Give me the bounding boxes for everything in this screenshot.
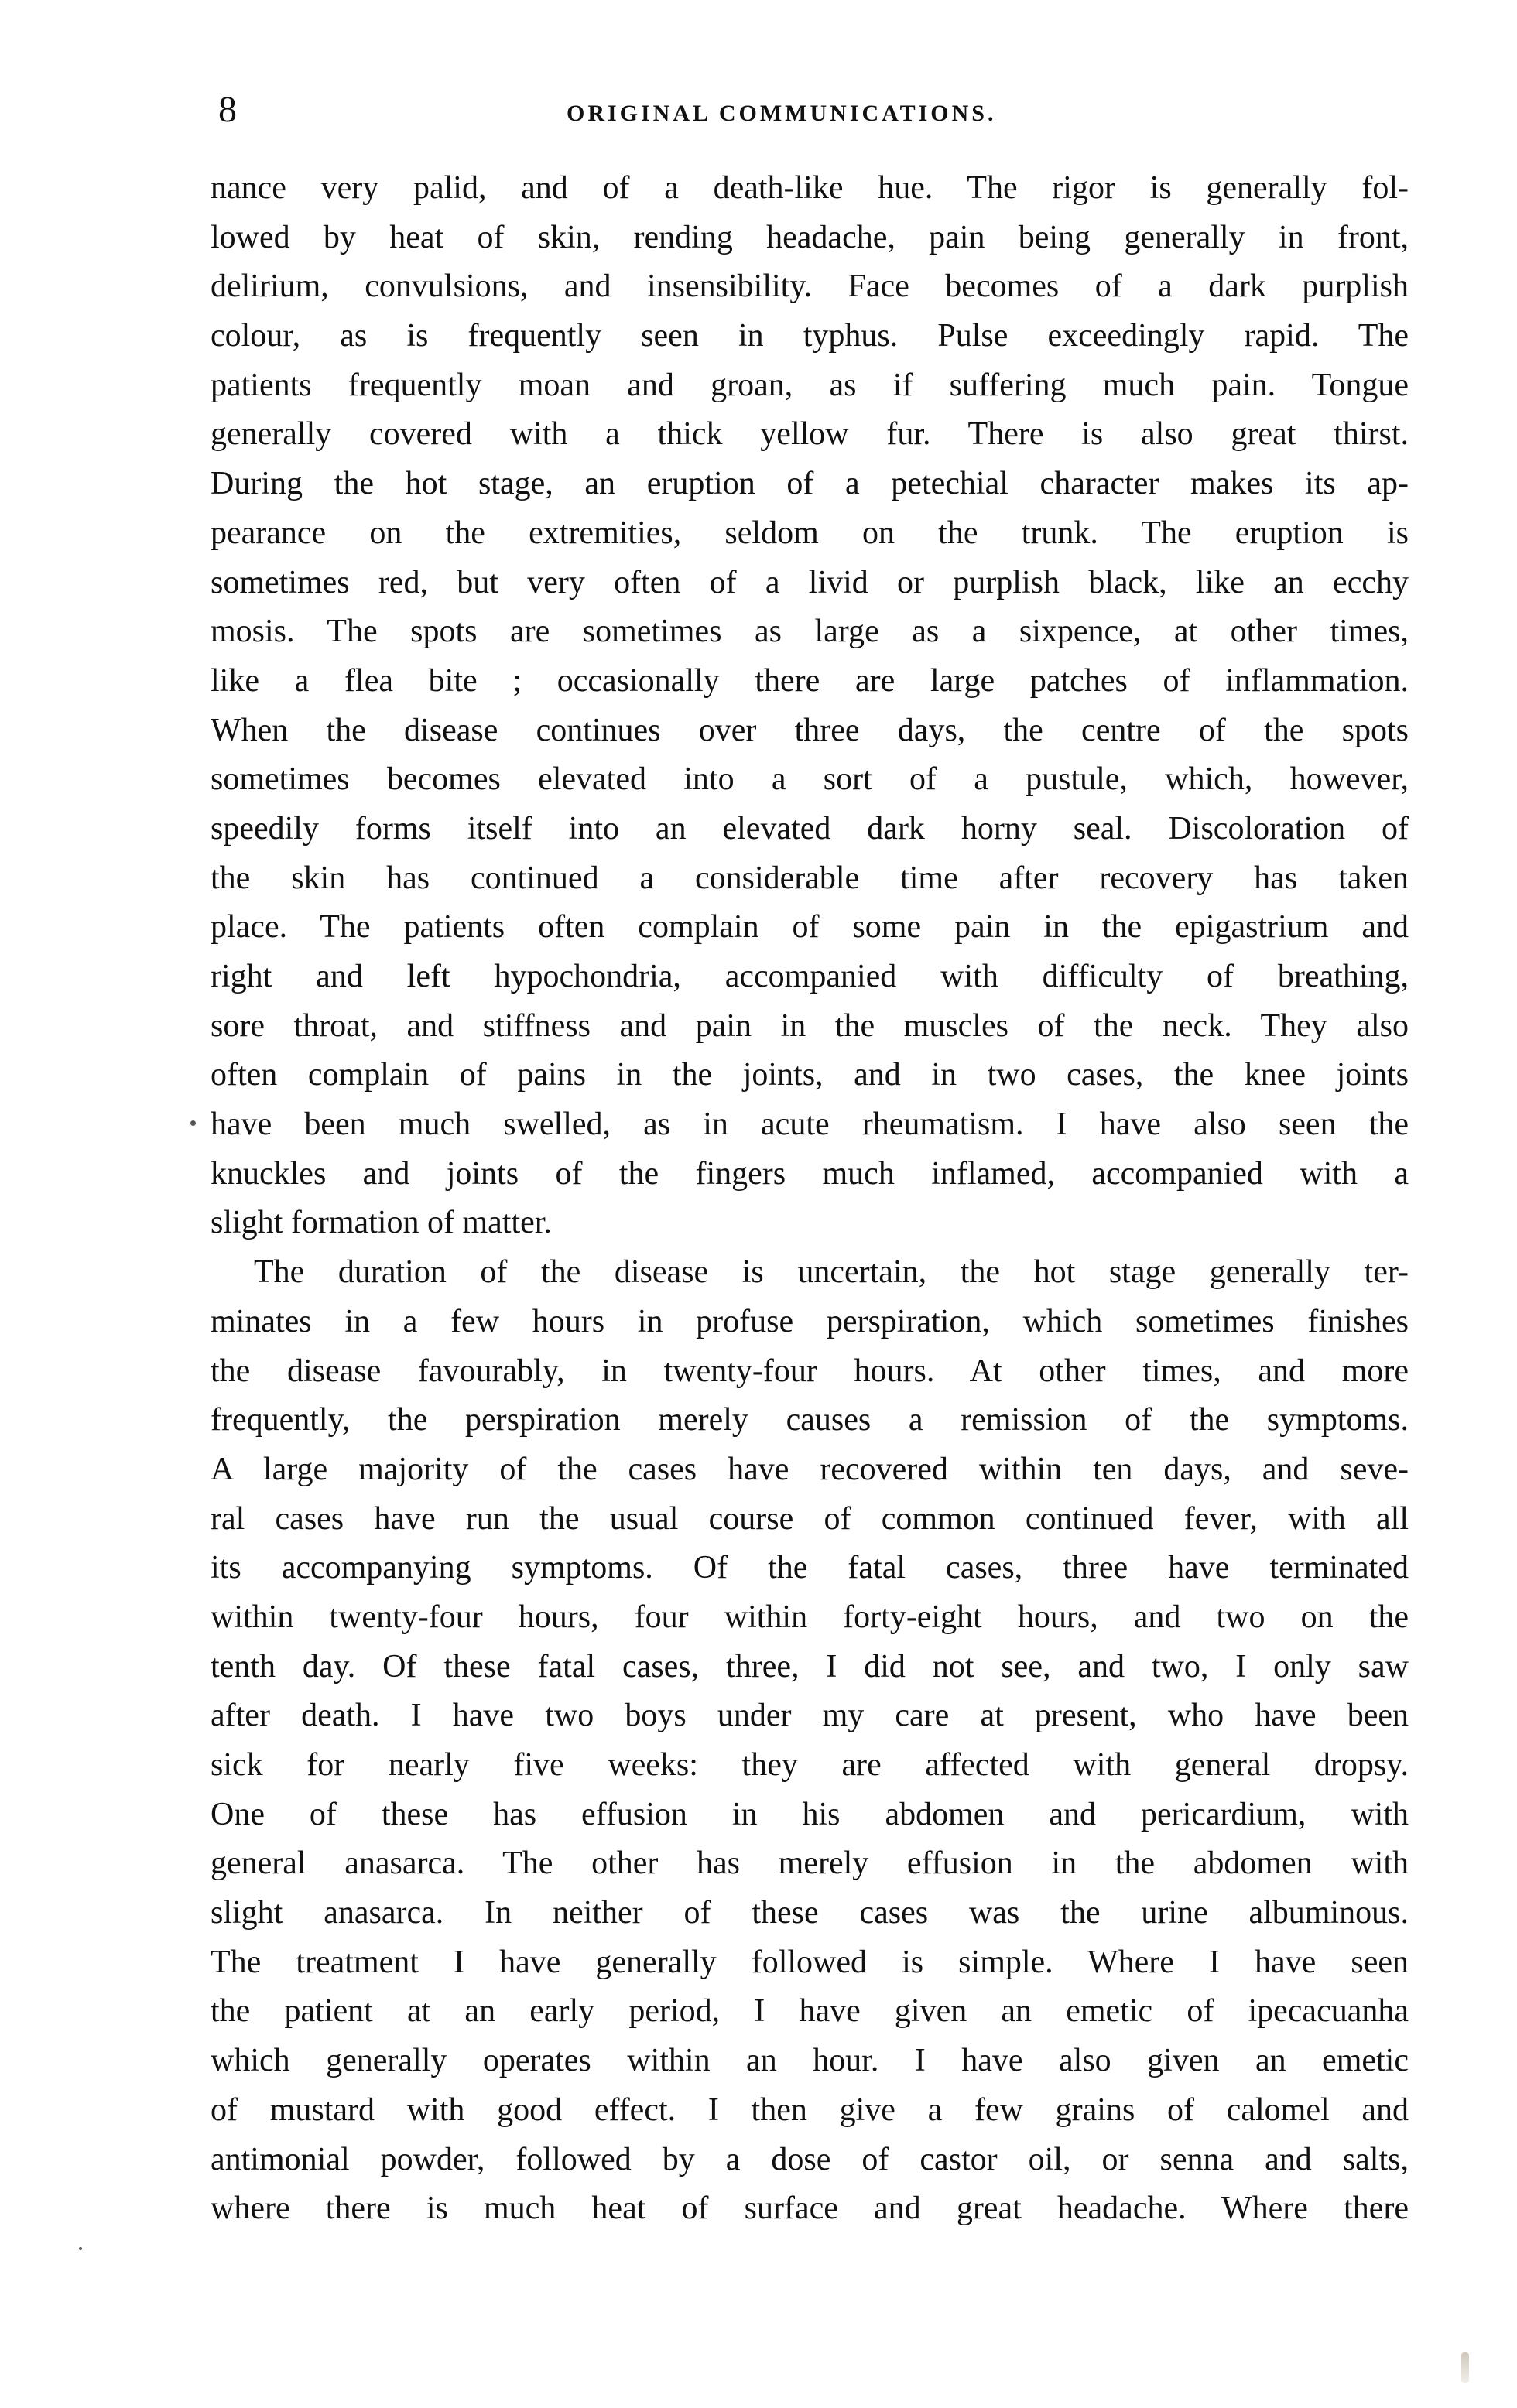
paper-stain (1461, 2352, 1469, 2383)
text-line: right and left hypochondria, accompanied with difficulty of breathing, (211, 959, 1409, 994)
text-line: sick for nearly five weeks: they are affected with general dropsy. (211, 1747, 1409, 1783)
paragraph-1 (211, 164, 1409, 1248)
text-line: The treatment I have generally followed is simple. Where I have seen (211, 1944, 1409, 1980)
body-text (211, 164, 1409, 2234)
text-line: generally covered with a thick yellow fur. There is also great thirst. (211, 416, 1409, 453)
running-title: ORIGINAL COMMUNICATIONS. (567, 101, 997, 126)
text-line: antimonial powder, followed by a dose of castor oil, or senna and salts, (211, 2141, 1409, 2177)
text-line: where there is much heat of surface and great headache. Where there (211, 2191, 1409, 2227)
text-line: colour, as is frequently seen in typhus. Pulse exceedingly rapid. The (211, 318, 1409, 354)
text-line: like a flea bite ; occasionally there are large patches of inflammation. (211, 662, 1409, 699)
text-line: patients frequently moan and groan, as if suffering much pain. Tongue (211, 367, 1409, 403)
text-line: nance very palid, and of a death-like hue. The rigor is generally fol- (211, 170, 1409, 206)
text-line: ral cases have run the usual course of common continued fever, with all (211, 1500, 1409, 1537)
running-head (211, 87, 1418, 141)
text-line: its accompanying symptoms. Of the fatal cases, three have terminated (211, 1550, 1409, 1586)
text-line: minates in a few hours in profuse perspiration, which sometimes finishes (211, 1303, 1409, 1339)
text-line: general anasarca. The other has merely effusion in the abdomen with (211, 1845, 1409, 1882)
text-line: the disease favourably, in twenty-four hours. At other times, and more (211, 1353, 1409, 1389)
text-line: sore throat, and stiffness and pain in the muscles of the neck. They also (211, 1007, 1409, 1044)
ink-speck (79, 2247, 82, 2250)
text-line: tenth day. Of these fatal cases, three, I did not see, and two, I only saw (211, 1648, 1409, 1685)
text-line: One of these has effusion in his abdomen and pericardium, with (211, 1796, 1409, 1832)
text-line: pearance on the extremities, seldom on the trunk. The eruption is (211, 515, 1409, 551)
text-line: often complain of pains in the joints, and in two cases, the knee joints (211, 1057, 1409, 1093)
text-line: the skin has continued a considerable time after recovery has taken (211, 860, 1409, 896)
text-line: after death. I have two boys under my care at present, who have been (211, 1698, 1409, 1734)
text-line: sometimes red, but very often of a livid or purplish black, like an ecchy (211, 564, 1409, 600)
ink-speck (190, 1120, 196, 1126)
text-line: During the hot stage, an eruption of a petechial character makes its ap- (211, 466, 1409, 502)
text-line: When the disease continues over three days, the centre of the spots (211, 712, 1409, 748)
text-line: speedily forms itself into an elevated dark horny seal. Discoloration of (211, 810, 1409, 847)
text-line: knuckles and joints of the fingers much inflamed, accompanied with a (211, 1155, 1409, 1192)
text-line: lowed by heat of skin, rending headache, pain being generally in front, (211, 219, 1409, 255)
paragraph-2 (211, 1248, 1409, 2234)
text-line: A large majority of the cases have recovered within ten days, and seve- (211, 1451, 1409, 1487)
text-line: delirium, convulsions, and insensibility. Face becomes of a dark purplish (211, 269, 1409, 305)
text-line: within twenty-four hours, four within forty-eight hours, and two on the (211, 1599, 1409, 1635)
text-line: the patient at an early period, I have given an emetic of ipecacuanha (211, 1993, 1409, 2030)
text-line: The duration of the disease is uncertain, the hot stage generally ter- (254, 1254, 1409, 1291)
text-line: sometimes becomes elevated into a sort of a pustule, which, however, (211, 761, 1409, 798)
text-line: of mustard with good effect. I then give a few grains of calomel and (211, 2092, 1409, 2128)
text-line: mosis. The spots are sometimes as large as a sixpence, at other times, (211, 614, 1409, 650)
text-line: place. The patients often complain of some pain in the epigastrium and (211, 909, 1409, 946)
text-line: which generally operates within an hour. I have also given an emetic (211, 2043, 1409, 2079)
text-line: slight anasarca. In neither of these cases was the urine albuminous. (211, 1895, 1409, 1931)
text-line: have been much swelled, as in acute rheumatism. I have also seen the (211, 1107, 1409, 1143)
page-number: 8 (218, 89, 237, 130)
text-line: slight formation of matter. (211, 1205, 552, 1241)
text-line: frequently, the perspiration merely causes a remission of the symptoms. (211, 1402, 1409, 1438)
